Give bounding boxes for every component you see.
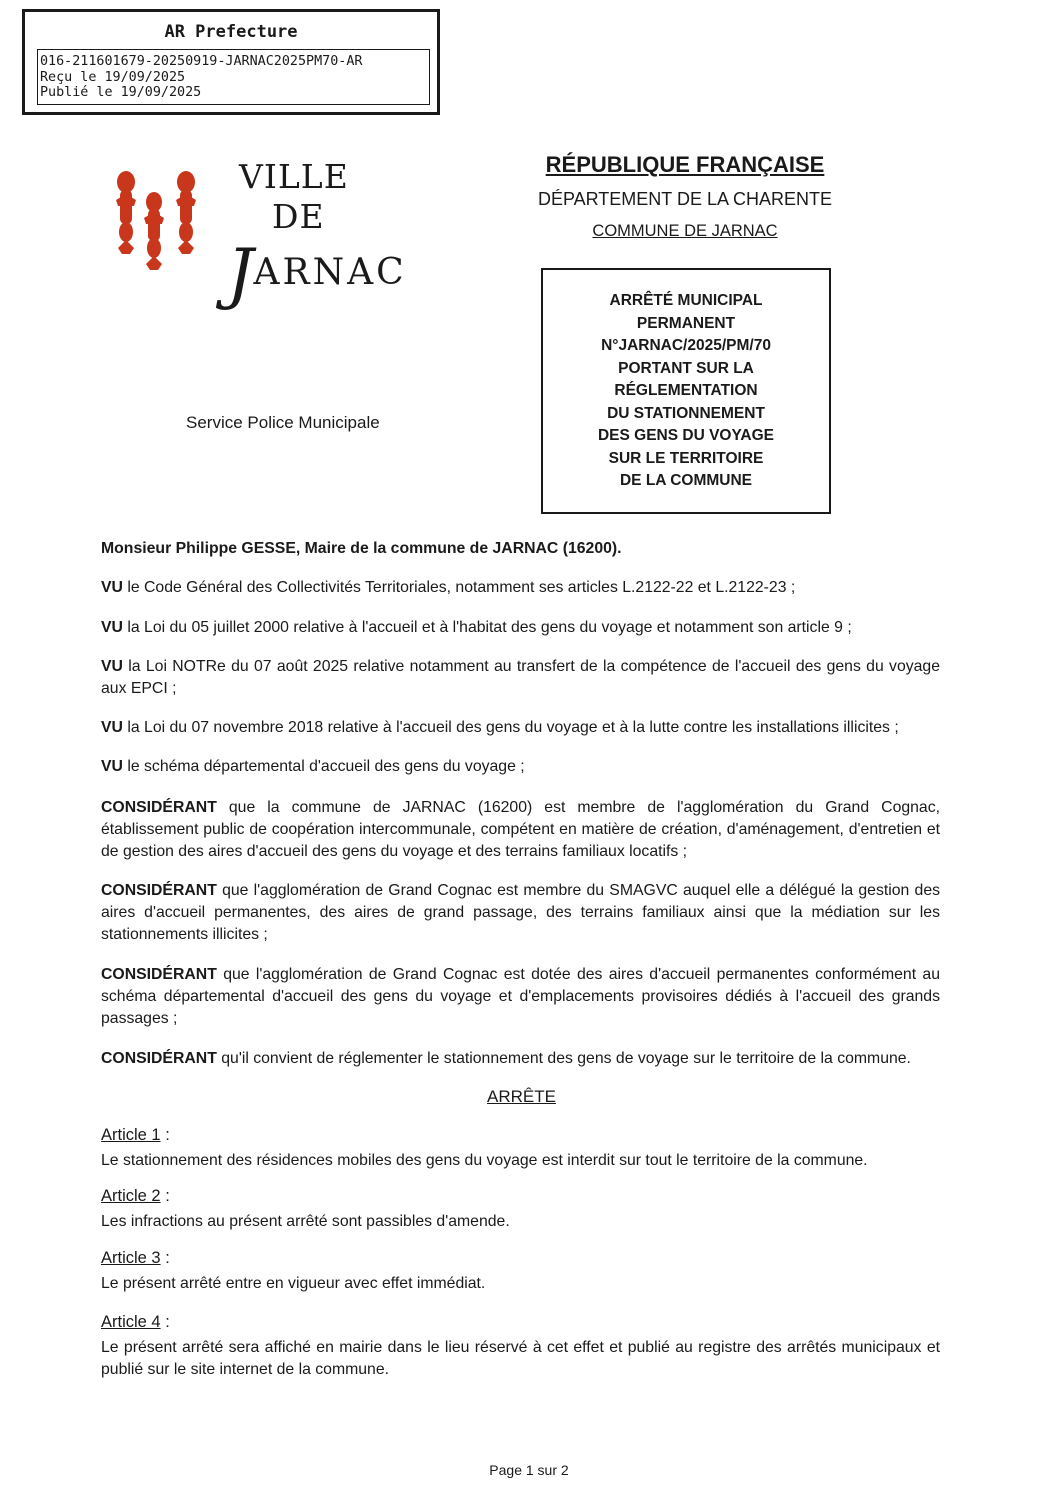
department-heading: DÉPARTEMENT DE LA CHARENTE	[537, 189, 833, 209]
logo-text-jarnac	[227, 235, 407, 312]
arrete-title-line: DU STATIONNEMENT	[607, 404, 765, 422]
considerant-paragraph	[101, 880, 940, 946]
mayor-line: Monsieur Philippe GESSE, Maire de la commune de JARNAC (16200).	[101, 540, 622, 557]
article-title: Article 1 :	[101, 1126, 170, 1144]
vu-paragraph	[101, 577, 940, 599]
vu-paragraph	[101, 656, 940, 700]
vu-label: VU	[101, 658, 123, 675]
commune-heading: COMMUNE DE JARNAC	[592, 222, 778, 240]
stamp-title: AR Prefecture	[164, 22, 298, 42]
considerant-label: CONSIDÉRANT	[101, 966, 217, 983]
republic-heading: RÉPUBLIQUE FRANÇAISE	[545, 152, 825, 177]
vu-paragraph	[101, 717, 940, 739]
vu-label: VU	[101, 719, 123, 736]
page-number: Page 1 sur 2	[489, 1462, 569, 1478]
article-text: Les infractions au présent arrêté sont passibles d'amende.	[101, 1213, 510, 1230]
arrete-title-line: RÉGLEMENTATION	[614, 382, 758, 399]
article-title: Article 4 :	[101, 1313, 170, 1331]
arrete-title-line: N°JARNAC/2025/PM/70	[601, 337, 771, 354]
considerant-text: qu'il convient de réglementer le stationnement des gens de voyage sur le territoire de la commune.	[221, 1050, 911, 1067]
article-text: Le stationnement des résidences mobiles des gens du voyage est interdit sur tout le territoire de la commune.	[101, 1152, 868, 1169]
considerant-paragraph	[101, 1048, 940, 1070]
considerant-text: que l'agglomération de Grand Cognac est dotée des aires d'accueil permanentes conformément au schéma départemental d'accueil des gens du voyage et d'emplacements provisoires dédiés à l'accueil des grands passages ;	[101, 966, 940, 1027]
considerant-label: CONSIDÉRANT	[101, 1050, 217, 1067]
ville-de-jarnac-logo	[108, 157, 407, 312]
vu-text: le schéma départemental d'accueil des gens du voyage ;	[127, 758, 525, 775]
stamp-reference: 016-211601679-20250919-JARNAC2025PM70-AR	[40, 54, 363, 69]
vu-label: VU	[101, 758, 123, 775]
arrete-title-line: PORTANT SUR LA	[618, 359, 754, 377]
article-label: Article 4	[101, 1313, 161, 1331]
arrete-title-line: DE LA COMMUNE	[619, 472, 753, 489]
considerant-text: que la commune de JARNAC (16200) est membre de l'agglomération du Grand Cognac, établissement public de coopération intercommunale, compétent en matière de création, d'aménagement, d'entretien et de gestion des aires d'accueil des gens du voyage et des terrains familiaux locatifs ;	[101, 799, 940, 860]
stamp-details	[37, 49, 430, 105]
article-text: Le présent arrêté sera affiché en mairie dans le lieu réservé à cet effet et publié au registre des arrêtés municipaux et publié sur le site internet de la commune.	[101, 1339, 940, 1378]
arrete-title-line: DES GENS DU VOYAGE	[597, 427, 774, 444]
arrete-title-box	[541, 268, 831, 514]
vu-paragraph	[101, 756, 940, 778]
arrete-heading: ARRÊTE	[487, 1087, 556, 1106]
arrete-title-line: ARRÊTÉ MUNICIPAL	[609, 292, 763, 309]
vu-label: VU	[101, 619, 123, 636]
vu-text: la Loi du 05 juillet 2000 relative à l'accueil et à l'habitat des gens du voyage et notamment son article 9 ;	[127, 619, 852, 636]
article-text: Le présent arrêté entre en vigueur avec effet immédiat.	[101, 1275, 486, 1292]
vu-text: la Loi du 07 novembre 2018 relative à l'accueil des gens du voyage et à la lutte contre les installations illicites ;	[127, 719, 899, 736]
vu-text: le Code Général des Collectivités Territoriales, notamment ses articles L.2122-22 et L.2122-23 ;	[127, 579, 796, 596]
considerant-paragraph	[101, 964, 940, 1030]
stamp-published: Publié le 19/09/2025	[40, 85, 202, 100]
considerant-label: CONSIDÉRANT	[101, 799, 217, 816]
considerant-paragraph	[101, 797, 940, 863]
article-label: Article 1	[101, 1126, 161, 1144]
arrete-title-line: PERMANENT	[636, 314, 736, 332]
prefecture-stamp	[22, 9, 440, 115]
considerant-text: que l'agglomération de Grand Cognac est membre du SMAGVC auquel elle a délégué la gestion des aires d'accueil permanentes, des aires de grand passage, des terrains familiaux ainsi que la médiation sur les stationnements illicites ;	[101, 882, 941, 943]
stamp-received: Reçu le 19/09/2025	[40, 69, 186, 85]
logo-text-rest: ARNAC	[253, 252, 407, 293]
article-title: Article 2 :	[101, 1187, 170, 1205]
vu-text: la Loi NOTRe du 07 août 2025 relative notamment au transfert de la compétence de l'accueil des gens du voyage aux EPCI ;	[101, 658, 940, 697]
vu-paragraph	[101, 617, 940, 639]
vu-label: VU	[101, 579, 123, 596]
service-label: Service Police Municipale	[186, 413, 380, 432]
article-label: Article 3	[101, 1249, 161, 1267]
article-label: Article 2	[101, 1187, 161, 1205]
arrete-title-line: SUR LE TERRITOIRE	[608, 449, 764, 467]
considerant-label: CONSIDÉRANT	[101, 882, 217, 899]
fish-emblem-icon	[108, 170, 208, 285]
logo-initial: J	[227, 235, 254, 312]
article-title: Article 3 :	[101, 1249, 170, 1267]
logo-text-de: DE	[272, 197, 325, 236]
logo-text-ville: VILLE	[239, 157, 349, 196]
